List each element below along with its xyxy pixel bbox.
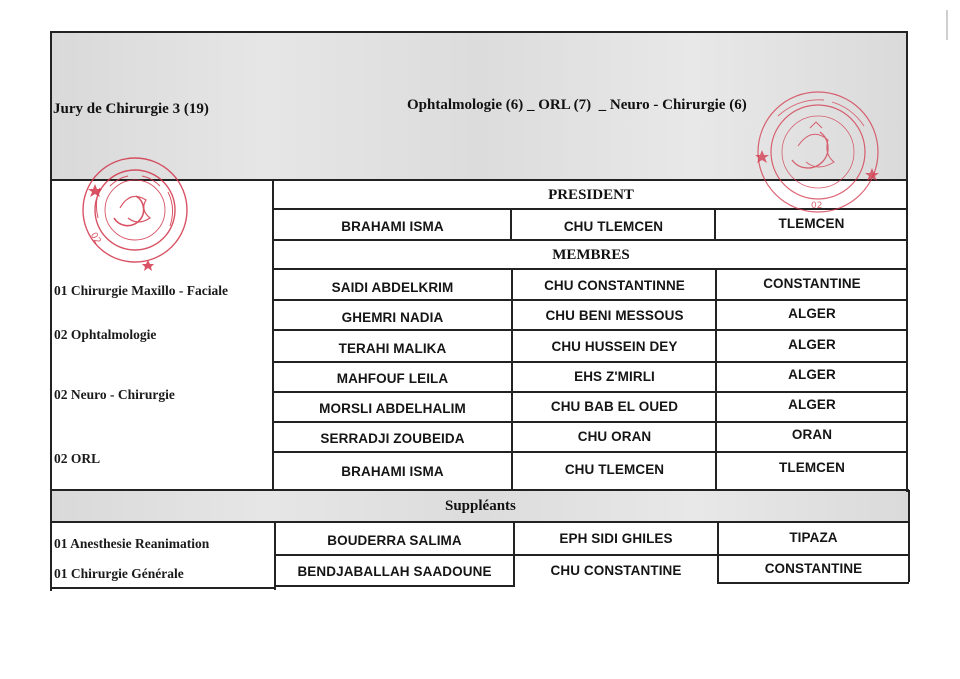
member-name: SERRADJI ZOUBEIDA — [320, 430, 465, 446]
substitute-city: TIPAZA — [789, 529, 838, 545]
substitute-city: CONSTANTINE — [764, 560, 863, 576]
substitutes-heading: Suppléants — [445, 498, 516, 514]
substitute-name: BOUDERRA SALIMA — [327, 532, 462, 548]
scan-artifact — [946, 10, 948, 40]
substitute-name: BENDJABALLAH SAADOUNE — [297, 563, 492, 579]
specialty-label: 01 Chirurgie Maxillo - Faciale — [54, 283, 228, 298]
member-city: ALGER — [788, 305, 836, 321]
stamp-number-left: 02 — [87, 231, 103, 246]
frame-left — [50, 31, 52, 591]
member-name: BRAHAMI ISMA — [341, 463, 444, 479]
member-city: ALGER — [788, 336, 836, 352]
member-institution: CHU HUSSEIN DEY — [551, 338, 678, 354]
row-line — [50, 489, 909, 491]
member-name: SAIDI ABDELKRIM — [331, 279, 454, 295]
president-name: BRAHAMI ISMA — [341, 218, 444, 234]
member-institution: EHS Z'MIRLI — [574, 368, 655, 384]
substitute-institution: CHU CONSTANTINE — [550, 562, 682, 578]
member-institution: CHU ORAN — [577, 428, 652, 444]
frame-top — [50, 31, 908, 33]
member-institution: CHU BAB EL OUED — [550, 398, 679, 414]
member-name: TERAHI MALIKA — [338, 340, 447, 356]
member-city: ALGER — [788, 366, 836, 382]
specialty-label: 02 ORL — [54, 451, 101, 466]
frame-right-lower — [908, 490, 910, 582]
members-heading: MEMBRES — [552, 246, 630, 263]
stamp-number-right: 02 — [811, 201, 823, 211]
member-name: GHEMRI NADIA — [341, 309, 444, 325]
president-institution: CHU TLEMCEN — [563, 218, 664, 234]
member-name: MAHFOUF LEILA — [336, 370, 449, 386]
member-institution: CHU CONSTANTINNE — [544, 277, 685, 293]
substitute-specialty: 01 Anesthesie Reanimation — [54, 536, 210, 551]
substitute-specialty: 01 Chirurgie Générale — [54, 566, 184, 581]
member-city: ORAN — [791, 426, 833, 442]
president-heading: PRESIDENT — [548, 186, 634, 203]
member-city: ALGER — [788, 396, 836, 412]
member-institution: CHU BENI MESSOUS — [545, 307, 684, 323]
member-city: TLEMCEN — [779, 459, 845, 475]
jury-title: Jury de Chirurgie 3 (19) — [53, 101, 209, 117]
president-city: TLEMCEN — [778, 215, 845, 231]
member-name: MORSLI ABDELHALIM — [319, 400, 466, 416]
member-city: CONSTANTINE — [763, 275, 861, 291]
member-institution: CHU TLEMCEN — [564, 461, 665, 477]
specialty-label: 02 Ophtalmologie — [54, 327, 157, 342]
substitute-institution: EPH SIDI GHILES — [559, 531, 673, 546]
jury-specialties: Ophtalmologie (6) _ ORL (7) _ Neuro - Chirurgie (6) — [407, 97, 747, 113]
row-line — [50, 587, 275, 589]
specialty-label: 02 Neuro - Chirurgie — [54, 387, 175, 402]
